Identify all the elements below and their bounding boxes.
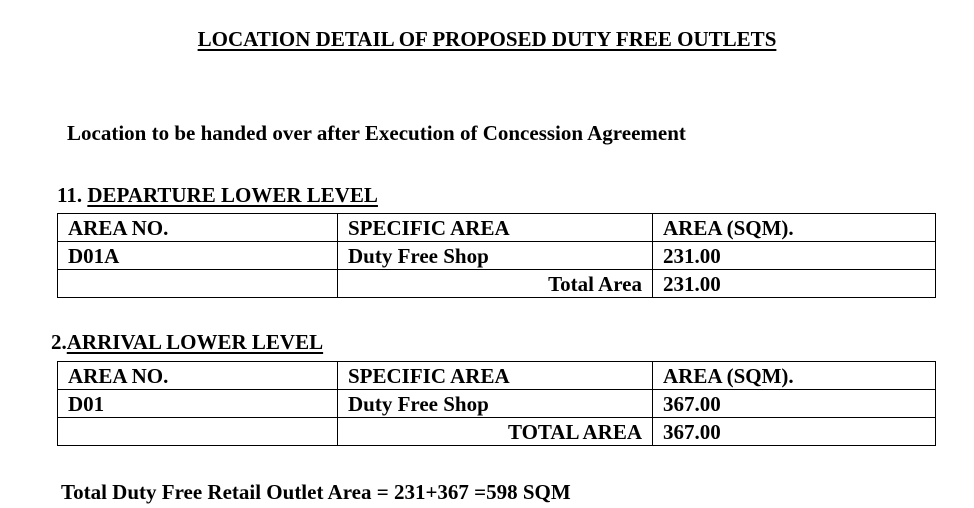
total-summary: Total Duty Free Retail Outlet Area = 231+367 =598 SQM [61,480,571,504]
table-header-row [58,362,936,390]
total-label: Total Area [338,270,653,298]
cell-empty [58,270,338,298]
section-heading-arrival [51,328,323,356]
total-label: TOTAL AREA [338,418,653,446]
table-row [58,242,936,270]
column-header-area-no: AREA NO. [58,214,338,242]
section-label: DEPARTURE LOWER LEVEL [87,183,378,207]
section-number: 11. [57,183,88,207]
cell-empty [58,418,338,446]
section-label: ARRIVAL LOWER LEVEL [66,330,324,354]
cell-area-no: D01A [58,242,338,270]
cell-area-sqm: 367.00 [653,390,936,418]
column-header-area-no: AREA NO. [58,362,338,390]
table-header-row [58,214,936,242]
table-row [58,390,936,418]
table-total-row [58,270,936,298]
column-header-area-sqm: AREA (SQM). [653,214,936,242]
total-value: 231.00 [653,270,936,298]
cell-area-no: D01 [58,390,338,418]
cell-area-sqm: 231.00 [653,242,936,270]
departure-area-table [57,213,936,298]
table-total-row [58,418,936,446]
section-heading-departure [57,181,378,209]
column-header-specific-area: SPECIFIC AREA [338,214,653,242]
column-header-specific-area: SPECIFIC AREA [338,362,653,390]
section-number: 2. [51,330,67,354]
total-value: 367.00 [653,418,936,446]
document-subtitle: Location to be handed over after Execution of Concession Agreement [67,121,686,145]
cell-specific-area: Duty Free Shop [338,390,653,418]
arrival-area-table [57,361,936,446]
document-title: LOCATION DETAIL OF PROPOSED DUTY FREE OUTLETS [197,27,777,51]
column-header-area-sqm: AREA (SQM). [653,362,936,390]
cell-specific-area: Duty Free Shop [338,242,653,270]
